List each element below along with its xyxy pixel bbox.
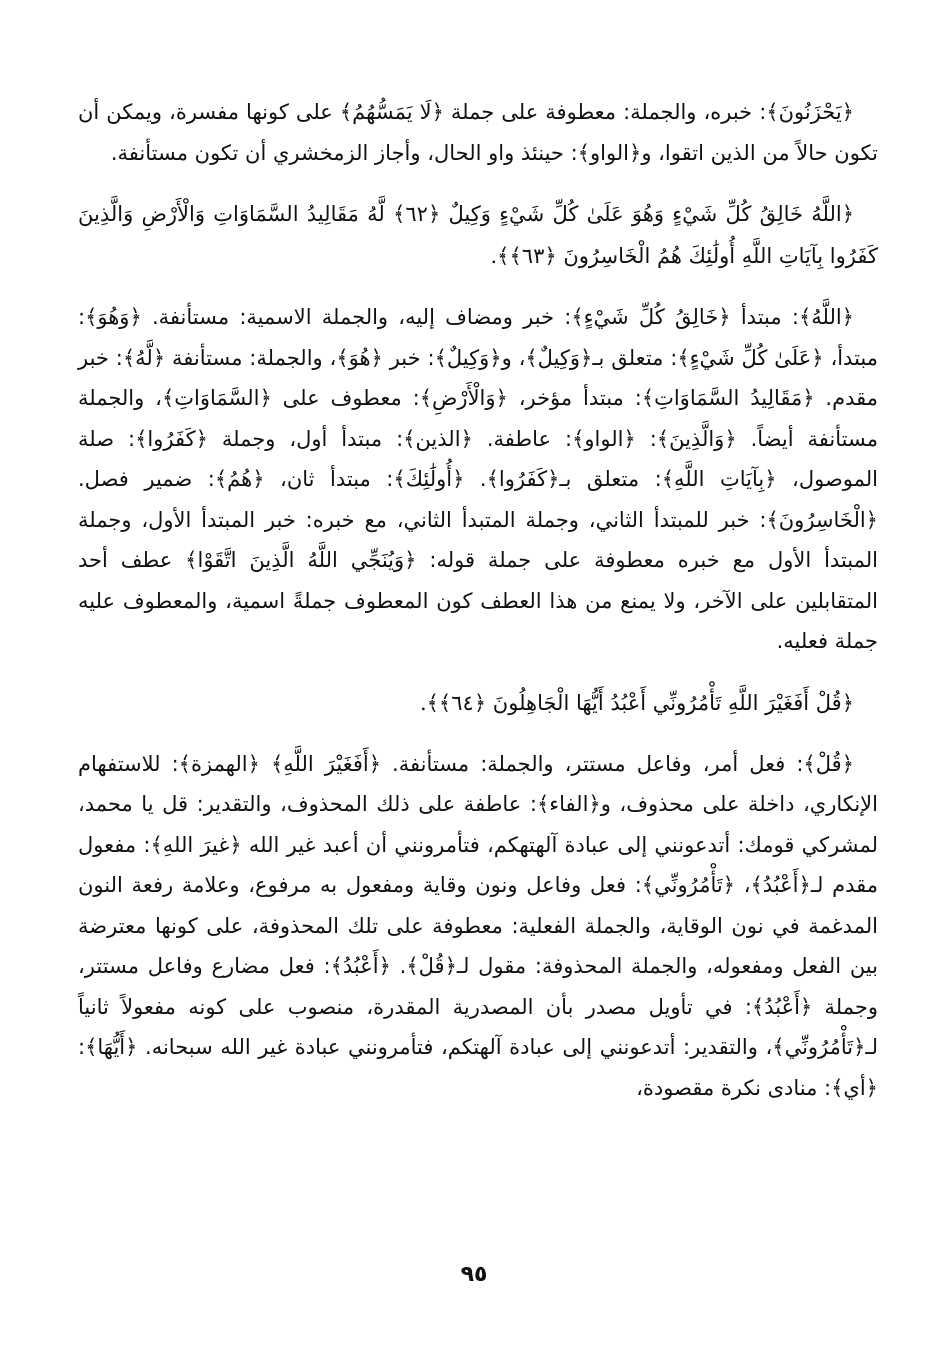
spacer [78, 277, 878, 297]
paragraph-intro: ﴿يَحْزَنُونَ﴾: خبره، والجملة: معطوفة على جملة ﴿لَا يَمَسُّهُمُ﴾ على كونها مفسرة، ويمكن أن تكون حالاً من الذين اتقوا، و﴿الواو﴾: حينئذ واو الحال، وأجاز الزمخشري أن تكون مستأنفة. [78, 100, 878, 165]
page-number: ٩٥ [460, 1262, 488, 1287]
spacer [78, 662, 878, 682]
spacer [78, 724, 878, 744]
quran-verse-64: ﴿قُلْ أَفَغَيْرَ اللَّهِ تَأْمُرُونِّي أَعْبُدُ أَيُّهَا الْجَاهِلُونَ ﴿٦٤﴾﴾. [419, 690, 854, 715]
book-page [78, 92, 878, 1312]
spacer [78, 173, 878, 193]
paragraph-grammar-analysis-1: ﴿اللَّهُ﴾: مبتدأ ﴿خَالِقُ كُلِّ شَيْءٍ﴾: خبر ومضاف إليه، والجملة الاسمية: مستأنفة. ﴿وَهُوَ﴾: مبتدأ، ﴿عَلَىٰ كُلِّ شَيْءٍ﴾: متعلق بـ﴿وَكِيلٌ﴾، و﴿وَكِيلٌ﴾: خبر ﴿هُوَ﴾، والجملة: مستأنفة ﴿لَّهُ﴾: خبر مقدم. ﴿مَقَالِيدُ السَّمَاوَاتِ﴾: مبتدأ مؤخر، ﴿وَالْأَرْضِ﴾: معطوف على ﴿السَّمَاوَاتِ﴾، والجملة مستأنفة أيضاً. ﴿وَالَّذِينَ﴾: ﴿الواو﴾: عاطفة. ﴿الذين﴾: مبتدأ أول، وجملة ﴿كَفَرُوا﴾: صلة الموصول، ﴿بِآيَاتِ اللَّهِ﴾: متعلق بـ﴿كَفَرُوا﴾. ﴿أُولَٰئِكَ﴾: مبتدأ ثان، ﴿هُمُ﴾: ضمير فصل. ﴿الْخَاسِرُونَ﴾: خبر للمبتدأ الثاني، وجملة المتبدأ الثاني، مع خبره: خبر المبتدأ الأول، وجملة المبتدأ الأول مع خبره معطوفة على جملة قوله: ﴿وَيُنَجِّي اللَّهُ الَّذِينَ اتَّقَوْا﴾ عطف أحد المتقابلين على الآخر، ولا يمنع من هذا العطف كون المعطوف جملةً اسمية، والمعطوف عليه جملة فعليه. [78, 305, 878, 653]
quran-verse-62-63: ﴿اللَّهُ خَالِقُ كُلِّ شَيْءٍ وَهُوَ عَلَىٰ كُلِّ شَيْءٍ وَكِيلٌ ﴿٦٢﴾ لَّهُ مَقَالِيدُ السَّمَاوَاتِ وَالْأَرْضِ وَالَّذِينَ كَفَرُوا بِآيَاتِ اللَّهِ أُولَٰئِكَ هُمُ الْخَاسِرُونَ ﴿٦٣﴾﴾. [78, 202, 878, 268]
paragraph-grammar-analysis-2: ﴿قُلْ﴾: فعل أمر، وفاعل مستتر، والجملة: مستأنفة. ﴿أَفَغَيْرَ اللَّهِ﴾ ﴿الهمزة﴾: للاستفهام الإنكاري، داخلة على محذوف، و﴿الفاء﴾: عاطفة على ذلك المحذوف، والتقدير: قل يا محمد، لمشركي قومك: أتدعونني إلى عبادة آلهتهكم، فتأمرونني أن أعبد غير الله ﴿غيرَ اللهِ﴾: مفعول مقدم لـ﴿أَعْبُدُ﴾، ﴿تَأْمُرُونِّي﴾: فعل وفاعل ونون وقاية ومفعول به مرفوع، وعلامة رفعة النون المدغمة في نون الوقاية، والجملة الفعلية: معطوفة على تلك المحذوفة، على كونها معترضة بين الفعل ومفعوله، والجملة المحذوفة: مقول لـ﴿قُلْ﴾. ﴿أَعْبُدُ﴾: فعل مضارع وفاعل مستتر، وجملة ﴿أَعْبُدُ﴾: في تأويل مصدر بأن المصدرية المقدرة، منصوب على كونه مفعولاً ثانياً لـ﴿تَأْمُرُونِّي﴾، والتقدير: أتدعونني إلى عبادة آلهتكم، فتأمرونني عبادة غير الله سبحانه. ﴿أَيُّهَا﴾: ﴿أي﴾: منادى نكرة مقصودة، [78, 751, 878, 1100]
